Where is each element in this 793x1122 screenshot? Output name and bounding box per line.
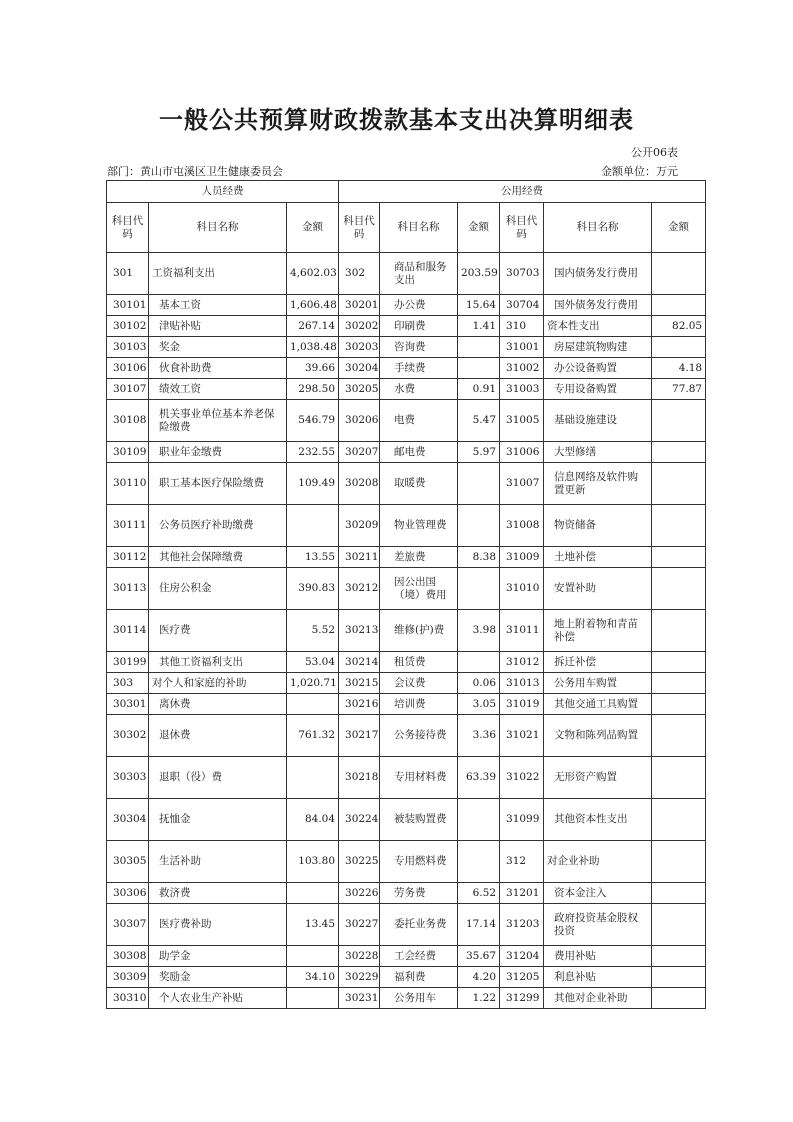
subject-amount: [287, 505, 339, 547]
subject-name: 差旅费: [380, 547, 458, 568]
subject-code: 30199: [107, 652, 149, 673]
subject-code: 30205: [339, 379, 380, 400]
subject-code: 30303: [107, 757, 149, 799]
table-row: [107, 883, 706, 904]
subject-amount: 203.59: [458, 253, 500, 295]
subject-code: 31019: [500, 694, 544, 715]
table-row: [107, 379, 706, 400]
subject-amount: 1.22: [458, 988, 500, 1009]
subject-name: 职业年金缴费: [149, 442, 287, 463]
subject-code: 31005: [500, 400, 544, 442]
subject-amount: [652, 505, 706, 547]
subject-name: 助学金: [149, 946, 287, 967]
subject-amount: [458, 652, 500, 673]
subject-amount: 4,602.03: [287, 253, 339, 295]
subject-name: 公务用车购置: [544, 673, 652, 694]
subject-code: 302: [339, 253, 380, 295]
subject-code: 30216: [339, 694, 380, 715]
subject-amount: [652, 400, 706, 442]
subject-name: 伙食补助费: [149, 358, 287, 379]
subject-code: 30108: [107, 400, 149, 442]
subject-name: 医疗费: [149, 610, 287, 652]
subject-code: 31205: [500, 967, 544, 988]
table-row: [107, 547, 706, 568]
subject-name: 基础设施建设: [544, 400, 652, 442]
subject-name: 政府投资基金股权投资: [544, 904, 652, 946]
subject-name: 电费: [380, 400, 458, 442]
table-row: [107, 673, 706, 694]
subject-name: 安置补助: [544, 568, 652, 610]
table-row: [107, 841, 706, 883]
subject-amount: [287, 946, 339, 967]
subject-code: 31008: [500, 505, 544, 547]
subject-name: 退休费: [149, 715, 287, 757]
subject-code: 30215: [339, 673, 380, 694]
subject-name: 资本金注入: [544, 883, 652, 904]
header-name-2: 科目名称: [380, 203, 458, 253]
subject-amount: 84.04: [287, 799, 339, 841]
subject-name: 其他资本性支出: [544, 799, 652, 841]
table-row: [107, 505, 706, 547]
subject-amount: [652, 253, 706, 295]
subject-code: 31012: [500, 652, 544, 673]
subject-code: 30206: [339, 400, 380, 442]
subject-amount: [458, 337, 500, 358]
subject-code: 31204: [500, 946, 544, 967]
subject-name: 个人农业生产补贴: [149, 988, 287, 1009]
subject-amount: 1,038.48: [287, 337, 339, 358]
subject-name: 物业管理费: [380, 505, 458, 547]
subject-name: 利息补贴: [544, 967, 652, 988]
subject-code: 301: [107, 253, 149, 295]
subject-code: 30107: [107, 379, 149, 400]
subject-name: 福利费: [380, 967, 458, 988]
subject-code: 30306: [107, 883, 149, 904]
subject-code: 30310: [107, 988, 149, 1009]
subject-name: 救济费: [149, 883, 287, 904]
subject-name: 工会经费: [380, 946, 458, 967]
subject-name: 水费: [380, 379, 458, 400]
header-personnel: 人员经费: [107, 181, 339, 203]
subject-code: 30203: [339, 337, 380, 358]
header-amount-2: 金额: [458, 203, 500, 253]
subject-code: 312: [500, 841, 544, 883]
subject-amount: 4.18: [652, 358, 706, 379]
subject-amount: [652, 694, 706, 715]
subject-name: 国外债务发行费用: [544, 295, 652, 316]
header-name: 科目名称: [149, 203, 287, 253]
subject-name: 国内债务发行费用: [544, 253, 652, 295]
subject-code: 31006: [500, 442, 544, 463]
subject-name: 文物和陈列品购置: [544, 715, 652, 757]
subject-code: 30111: [107, 505, 149, 547]
subject-amount: [458, 505, 500, 547]
header-code-2: 科目代码: [339, 203, 380, 253]
subject-amount: 5.97: [458, 442, 500, 463]
subject-code: 310: [500, 316, 544, 337]
subject-amount: 1,020.71: [287, 673, 339, 694]
subject-amount: 5.47: [458, 400, 500, 442]
subject-code: 30704: [500, 295, 544, 316]
subject-code: 30209: [339, 505, 380, 547]
subject-code: 30229: [339, 967, 380, 988]
subject-code: 30305: [107, 841, 149, 883]
subject-code: 30110: [107, 463, 149, 505]
subject-code: 30202: [339, 316, 380, 337]
subject-amount: [458, 358, 500, 379]
subject-name: 被装购置费: [380, 799, 458, 841]
subject-name: 抚恤金: [149, 799, 287, 841]
subject-amount: [652, 988, 706, 1009]
subject-amount: 267.14: [287, 316, 339, 337]
table-row: [107, 757, 706, 799]
subject-code: 30212: [339, 568, 380, 610]
table-row: [107, 799, 706, 841]
subject-name: 维修(护)费: [380, 610, 458, 652]
table-row: [107, 568, 706, 610]
subject-code: 30304: [107, 799, 149, 841]
subject-amount: 15.64: [458, 295, 500, 316]
table-row: [107, 295, 706, 316]
subject-name: 办公费: [380, 295, 458, 316]
subject-amount: 34.10: [287, 967, 339, 988]
subject-code: 30226: [339, 883, 380, 904]
subject-name: 大型修缮: [544, 442, 652, 463]
subject-amount: 232.55: [287, 442, 339, 463]
subject-name: 委托业务费: [380, 904, 458, 946]
subject-amount: 17.14: [458, 904, 500, 946]
subject-code: 30214: [339, 652, 380, 673]
subject-code: 30218: [339, 757, 380, 799]
subject-amount: 63.39: [458, 757, 500, 799]
subject-name: 津贴补贴: [149, 316, 287, 337]
subject-name: 其他交通工具购置: [544, 694, 652, 715]
subject-amount: 298.50: [287, 379, 339, 400]
subject-amount: 1,606.48: [287, 295, 339, 316]
subject-name: 信息网络及软件购置更新: [544, 463, 652, 505]
subject-name: 地上附着物和青苗补偿: [544, 610, 652, 652]
subject-name: 职工基本医疗保险缴费: [149, 463, 287, 505]
subject-amount: 3.98: [458, 610, 500, 652]
subject-amount: 103.80: [287, 841, 339, 883]
table-row: [107, 253, 706, 295]
subject-code: 30217: [339, 715, 380, 757]
subject-name: 专用设备购置: [544, 379, 652, 400]
subject-amount: [652, 442, 706, 463]
table-row: [107, 904, 706, 946]
subject-amount: 6.52: [458, 883, 500, 904]
subject-amount: [652, 673, 706, 694]
subject-amount: 39.66: [287, 358, 339, 379]
header-amount: 金额: [287, 203, 339, 253]
subject-code: 30204: [339, 358, 380, 379]
subject-code: 31001: [500, 337, 544, 358]
subject-name: 办公设备购置: [544, 358, 652, 379]
subject-name: 工资福利支出: [149, 253, 287, 295]
table-row: [107, 337, 706, 358]
subject-name: 拆迁补偿: [544, 652, 652, 673]
subject-code: 30112: [107, 547, 149, 568]
table-row: [107, 442, 706, 463]
subject-amount: 4.20: [458, 967, 500, 988]
subject-amount: 0.06: [458, 673, 500, 694]
subject-amount: [652, 652, 706, 673]
subject-name: 咨询费: [380, 337, 458, 358]
table-row: [107, 988, 706, 1009]
subject-code: 31099: [500, 799, 544, 841]
subject-name: 专用燃料费: [380, 841, 458, 883]
subject-amount: 82.05: [652, 316, 706, 337]
subject-code: 30231: [339, 988, 380, 1009]
subject-name: 基本工资: [149, 295, 287, 316]
subject-code: 30227: [339, 904, 380, 946]
subject-amount: [652, 568, 706, 610]
header-amount-3: 金额: [652, 203, 706, 253]
subject-amount: [652, 841, 706, 883]
subject-amount: 53.04: [287, 652, 339, 673]
subject-code: 30301: [107, 694, 149, 715]
header-name-3: 科目名称: [544, 203, 652, 253]
subject-name: 公务接待费: [380, 715, 458, 757]
subject-code: 30307: [107, 904, 149, 946]
expenditure-table: [106, 180, 706, 1009]
subject-amount: [287, 757, 339, 799]
subject-amount: [652, 547, 706, 568]
subject-name: 土地补偿: [544, 547, 652, 568]
subject-code: 30207: [339, 442, 380, 463]
subject-code: 30201: [339, 295, 380, 316]
subject-name: 离休费: [149, 694, 287, 715]
page-title: 一般公共预算财政拨款基本支出决算明细表: [159, 106, 634, 134]
subject-amount: 546.79: [287, 400, 339, 442]
subject-amount: [652, 799, 706, 841]
subject-name: 绩效工资: [149, 379, 287, 400]
subject-amount: [652, 883, 706, 904]
header-code: 科目代码: [107, 203, 149, 253]
subject-amount: 77.87: [652, 379, 706, 400]
subject-name: 物资储备: [544, 505, 652, 547]
subject-name: 机关事业单位基本养老保险缴费: [149, 400, 287, 442]
table-row: [107, 715, 706, 757]
subject-code: 31022: [500, 757, 544, 799]
subject-code: 30211: [339, 547, 380, 568]
subject-code: 30224: [339, 799, 380, 841]
subject-name: 费用补贴: [544, 946, 652, 967]
subject-code: 30113: [107, 568, 149, 610]
subject-name: 生活补助: [149, 841, 287, 883]
subject-amount: [287, 883, 339, 904]
subject-name: 对个人和家庭的补助: [149, 673, 287, 694]
subject-amount: [652, 463, 706, 505]
subject-amount: [652, 904, 706, 946]
subject-name: 手续费: [380, 358, 458, 379]
subject-code: 30213: [339, 610, 380, 652]
subject-amount: 5.52: [287, 610, 339, 652]
subject-code: 30106: [107, 358, 149, 379]
subject-amount: [652, 610, 706, 652]
subject-name: 资本性支出: [544, 316, 652, 337]
subject-amount: 8.38: [458, 547, 500, 568]
subject-amount: 109.49: [287, 463, 339, 505]
subject-code: 30308: [107, 946, 149, 967]
subject-name: 专用材料费: [380, 757, 458, 799]
header-public: 公用经费: [339, 181, 706, 203]
subject-name: 租赁费: [380, 652, 458, 673]
table-row: [107, 652, 706, 673]
subject-code: 30309: [107, 967, 149, 988]
table-row: [107, 358, 706, 379]
subject-code: 30114: [107, 610, 149, 652]
subject-amount: [652, 295, 706, 316]
subject-name: 商品和服务支出: [380, 253, 458, 295]
subject-amount: [652, 946, 706, 967]
subject-amount: [287, 988, 339, 1009]
subject-amount: 761.32: [287, 715, 339, 757]
subject-code: 31299: [500, 988, 544, 1009]
subject-name: 退职（役）费: [149, 757, 287, 799]
subject-code: 31003: [500, 379, 544, 400]
table-row: [107, 316, 706, 337]
table-row: [107, 967, 706, 988]
subject-amount: 390.83: [287, 568, 339, 610]
unit-label: 金额单位：万元: [601, 165, 678, 178]
subject-name: 其他社会保障缴费: [149, 547, 287, 568]
subject-code: 30103: [107, 337, 149, 358]
table-body: [107, 253, 706, 1009]
subject-code: 31010: [500, 568, 544, 610]
subject-name: 因公出国（境）费用: [380, 568, 458, 610]
subject-amount: 3.36: [458, 715, 500, 757]
subject-code: 30109: [107, 442, 149, 463]
subject-code: 31002: [500, 358, 544, 379]
table-row: [107, 946, 706, 967]
subject-code: 30208: [339, 463, 380, 505]
subject-code: 31203: [500, 904, 544, 946]
subject-code: 31201: [500, 883, 544, 904]
subject-amount: [458, 568, 500, 610]
subject-amount: 3.05: [458, 694, 500, 715]
subject-code: 31021: [500, 715, 544, 757]
subject-amount: [287, 694, 339, 715]
table-row: [107, 610, 706, 652]
subject-code: 31011: [500, 610, 544, 652]
subject-name: 印刷费: [380, 316, 458, 337]
subject-name: 奖励金: [149, 967, 287, 988]
subject-amount: 13.55: [287, 547, 339, 568]
subject-name: 邮电费: [380, 442, 458, 463]
subject-name: 医疗费补助: [149, 904, 287, 946]
subject-amount: [458, 463, 500, 505]
subject-name: 房屋建筑物购建: [544, 337, 652, 358]
subject-code: 30302: [107, 715, 149, 757]
table-row: [107, 694, 706, 715]
subject-name: 奖金: [149, 337, 287, 358]
header-code-3: 科目代码: [500, 203, 544, 253]
subject-code: 30703: [500, 253, 544, 295]
subject-name: 无形资产购置: [544, 757, 652, 799]
subject-amount: 1.41: [458, 316, 500, 337]
subject-code: 31007: [500, 463, 544, 505]
subject-code: 30228: [339, 946, 380, 967]
subject-amount: 13.45: [287, 904, 339, 946]
subject-amount: [458, 799, 500, 841]
department-label: 部门：黄山市屯溪区卫生健康委员会: [107, 165, 283, 178]
subject-name: 对企业补助: [544, 841, 652, 883]
subject-name: 取暖费: [380, 463, 458, 505]
subject-amount: [652, 757, 706, 799]
subject-amount: [458, 841, 500, 883]
subject-amount: 35.67: [458, 946, 500, 967]
subject-name: 培训费: [380, 694, 458, 715]
subject-amount: [652, 715, 706, 757]
subject-name: 其他对企业补助: [544, 988, 652, 1009]
subject-name: 住房公积金: [149, 568, 287, 610]
subject-amount: 0.91: [458, 379, 500, 400]
subject-amount: [652, 967, 706, 988]
subject-name: 其他工资福利支出: [149, 652, 287, 673]
subject-code: 30101: [107, 295, 149, 316]
subject-name: 会议费: [380, 673, 458, 694]
subject-code: 31009: [500, 547, 544, 568]
form-number: 公开06表: [631, 146, 678, 159]
table-row: [107, 463, 706, 505]
subject-code: 30102: [107, 316, 149, 337]
subject-amount: [652, 337, 706, 358]
subject-code: 31013: [500, 673, 544, 694]
table-row: [107, 400, 706, 442]
subject-name: 公务用车: [380, 988, 458, 1009]
subject-name: 劳务费: [380, 883, 458, 904]
subject-name: 公务员医疗补助缴费: [149, 505, 287, 547]
subject-code: 30225: [339, 841, 380, 883]
subject-code: 303: [107, 673, 149, 694]
